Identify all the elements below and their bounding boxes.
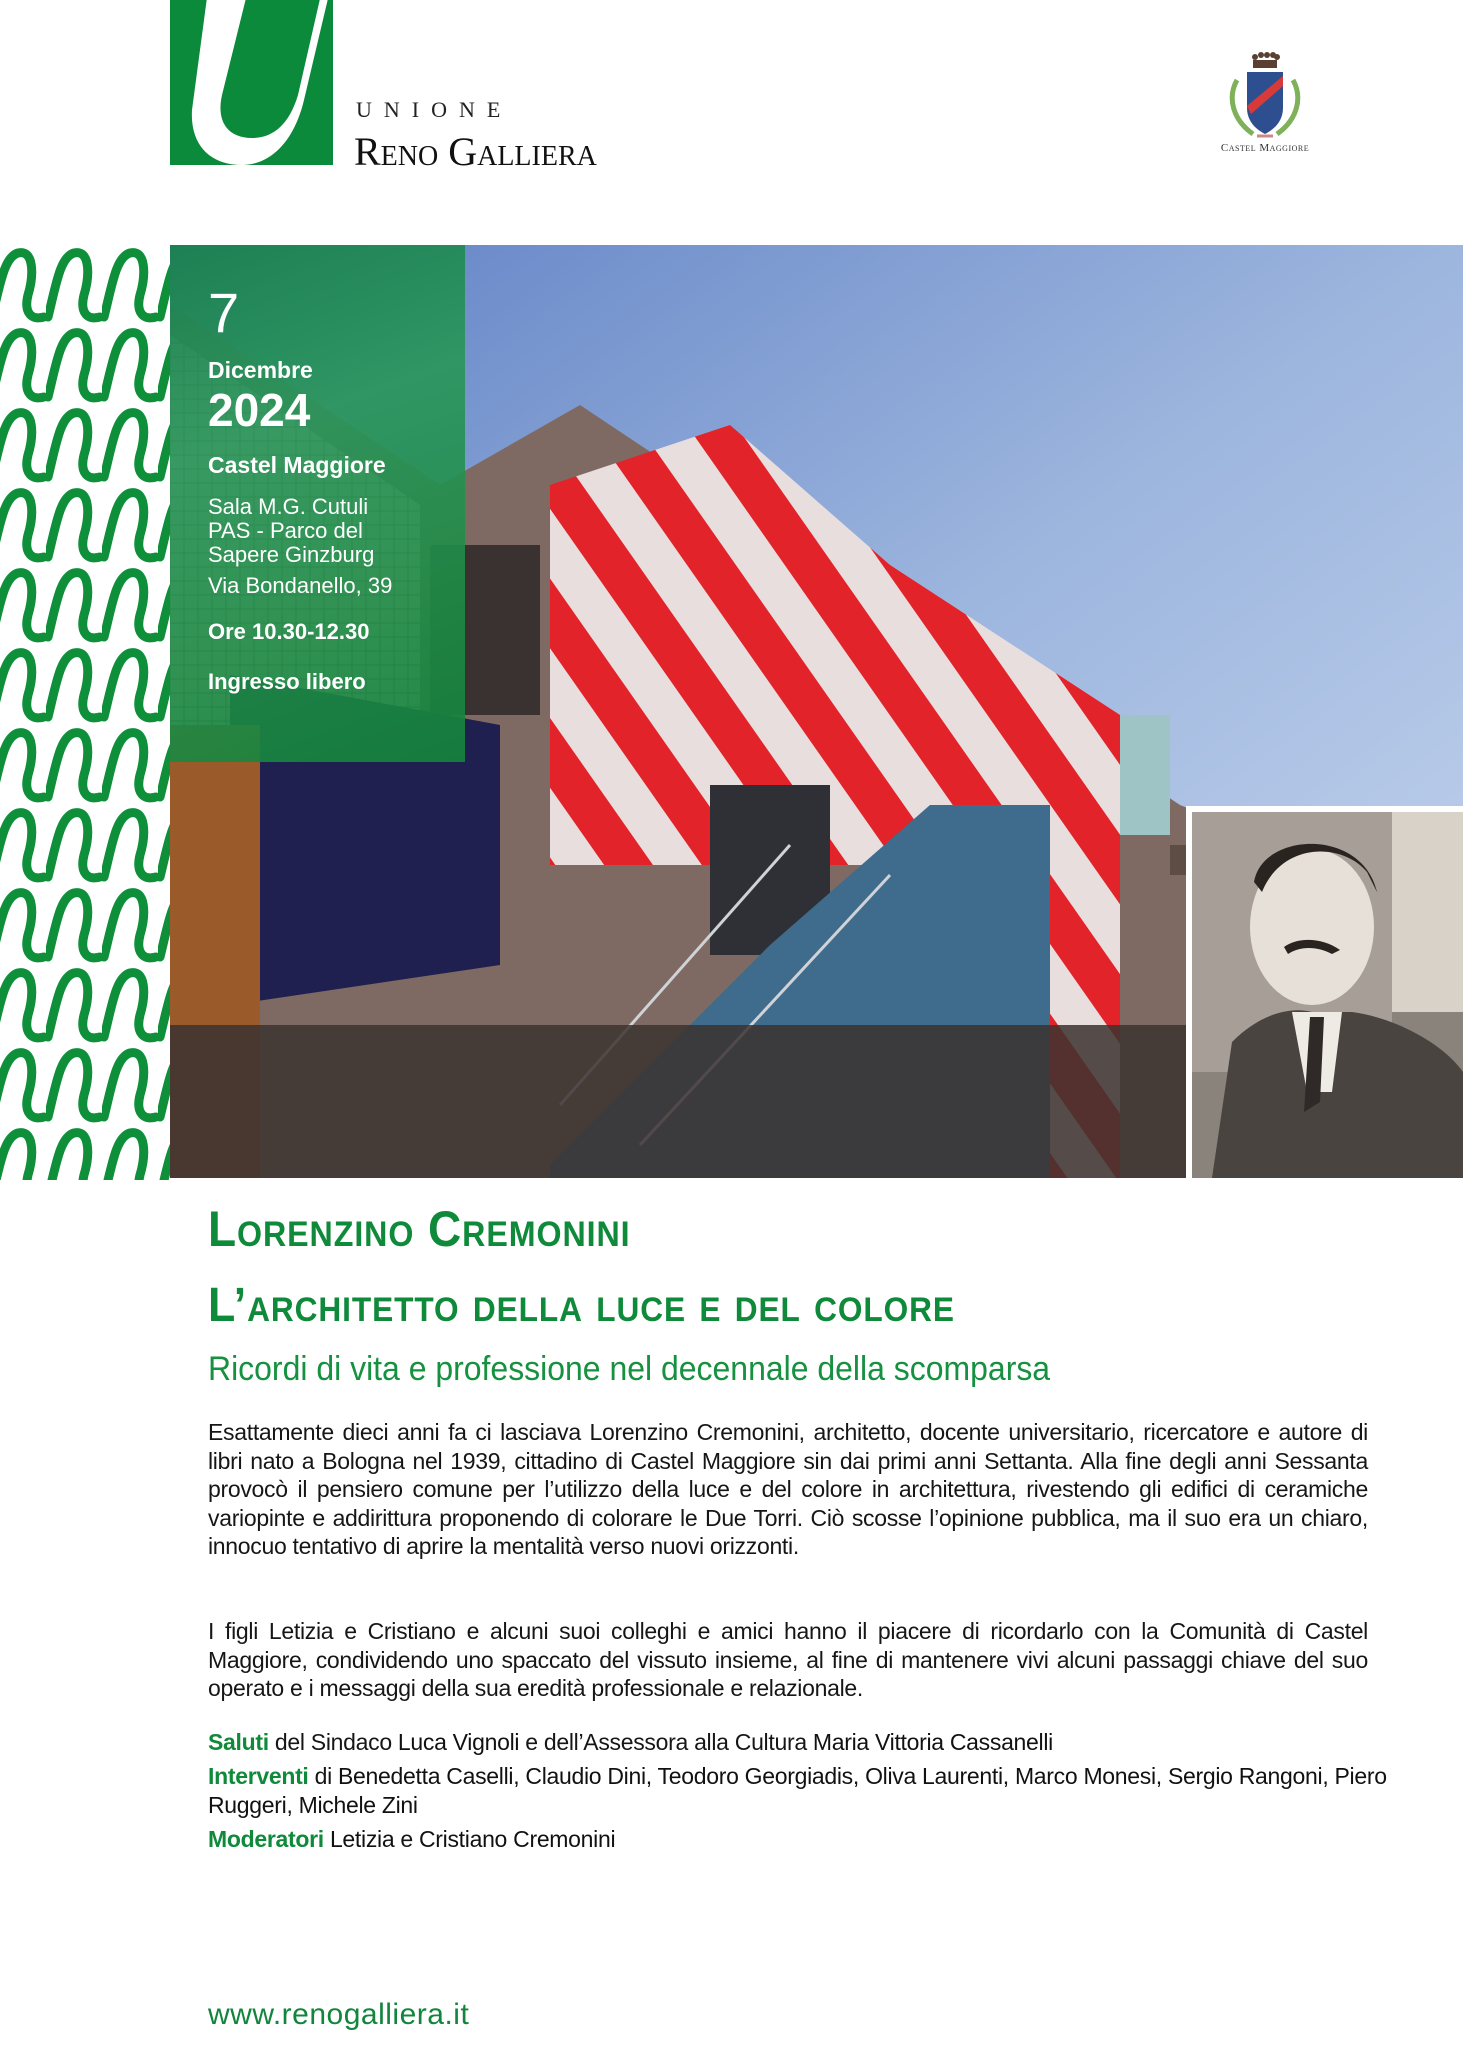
credit-text: e [394, 1826, 419, 1852]
credit-name: Maria Vittoria Cassanelli [812, 1729, 1053, 1755]
website-link[interactable]: www.renogalliera.it [208, 1998, 470, 2031]
event-venue [208, 495, 465, 567]
logo-text-unione: UNIONE [356, 97, 513, 122]
credit-name: Letizia [329, 1826, 395, 1852]
event-address: Via Bondanello, 39 [208, 573, 393, 598]
event-admission: Ingresso libero [208, 669, 366, 694]
credit-name: Cristiano Cremonini [419, 1826, 616, 1852]
credit-saluti [208, 1728, 1388, 1757]
event-day: 7 [208, 281, 240, 344]
credit-text: di [308, 1763, 339, 1789]
main-title: Lorenzino Cremonini [208, 1201, 631, 1257]
event-hours: Ore 10.30-12.30 [208, 619, 370, 644]
u-letter-icon [170, 0, 333, 165]
decorative-wave-pattern [0, 245, 170, 1180]
logo-text-reno-galliera: Reno Galliera [354, 129, 597, 174]
body-paragraph-1: Esattamente dieci anni fa ci lasciava Lorenzino Cremonini, architetto, docente universitario, ricercatore e autore di libri nato a Bologna nel 1939, cittadino di Castel Maggiore sin dai primi anni Settanta. Alla fine degli anni Sessanta provocò il pensiero comune per l’utilizzo della luce e del colore in architettura, rivestendo gli edifici di ceramiche variopinte e addirittura proponendo di colorare le Due Torri. Ciò scosse l’opinione pubblica, ma il suo era un chiaro, innocuo tentativo di aprire la mentalità verso nuovi orizzonti. [208, 1419, 1368, 1559]
event-city: Castel Maggiore [208, 452, 386, 478]
subtitle: Ricordi di vita e professione nel decennale della scomparsa [208, 1350, 1051, 1388]
venue-line: PAS - Parco del [208, 518, 363, 543]
unione-logo-mark [170, 0, 333, 165]
credit-label: Saluti [208, 1729, 269, 1755]
credit-moderatori [208, 1825, 1388, 1854]
credit-names: Benedetta Caselli, Claudio Dini, Teodoro Georgiadis, Oliva Laurenti, Marco Monesi, Sergio Rangoni, Piero Ruggeri, Michele Zini [208, 1763, 1387, 1818]
credit-text: del Sindaco [268, 1729, 398, 1755]
portrait-photo [1186, 806, 1463, 1179]
credit-text: e dell’Assessora alla Cultura [519, 1729, 813, 1755]
credit-label: Moderatori [208, 1826, 324, 1852]
body-paragraph-2: I figli Letizia e Cristiano e alcuni suoi colleghi e amici hanno il piacere di ricordarlo con la Comunità di Castel Maggiore, condividendo uno spaccato del vissuto insieme, al fine di mantenere vivi alcuni passaggi chiave del suo operato e i messaggi della sua eredità professionale e relazionale. [208, 1618, 1368, 1701]
program-credits [208, 1728, 1388, 1859]
event-month: Dicembre [208, 357, 313, 383]
event-info-panel [170, 245, 465, 762]
event-year: 2024 [208, 384, 311, 436]
credit-interventi [208, 1762, 1388, 1820]
crest-caption: Castel Maggiore [1220, 142, 1310, 154]
main-title-line2: L’architetto della luce e del colore [208, 1279, 955, 1332]
venue-line: Sala M.G. Cutuli [208, 494, 369, 519]
credit-name: Luca Vignoli [397, 1729, 520, 1755]
credit-label: Interventi [208, 1763, 309, 1789]
venue-line: Sapere Ginzburg [208, 542, 375, 567]
